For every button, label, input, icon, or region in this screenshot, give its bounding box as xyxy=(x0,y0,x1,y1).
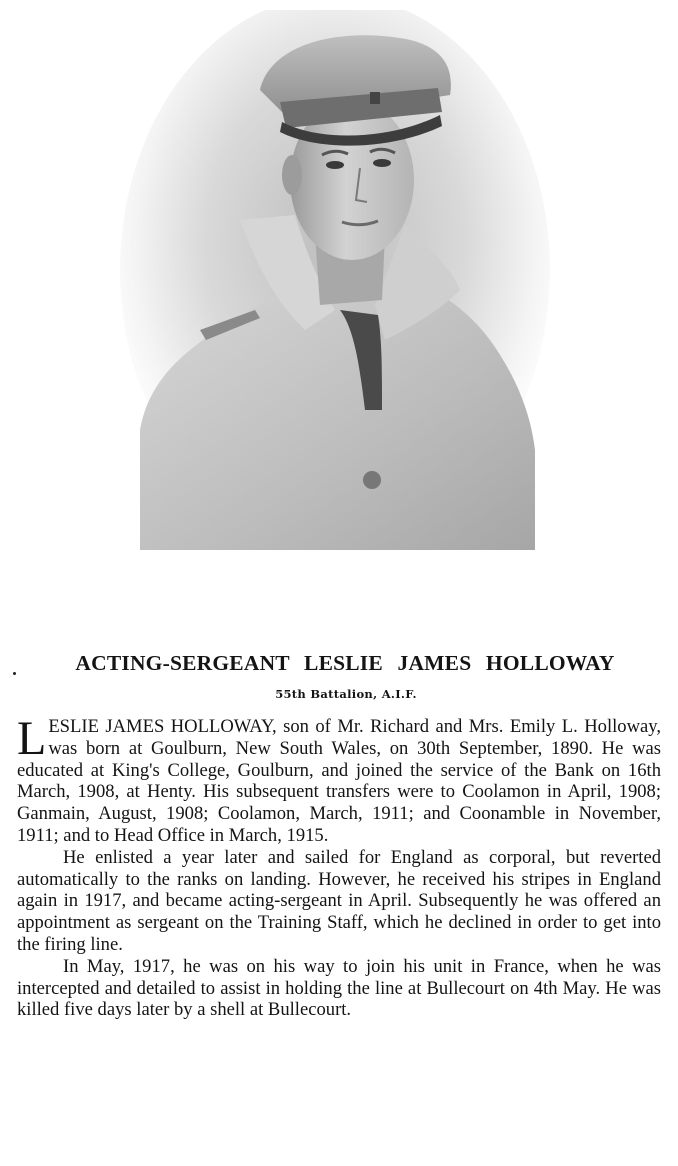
page-title: ACTING-SERGEANT LESLIE JAMES HOLLOWAY xyxy=(75,651,615,675)
biography-paragraph-2: He enlisted a year later and sailed for England as corporal, but reverted automatically to the ranks on landing. However, he received his stripes in England again in 1917, and became acting-sergeant in April. Subsequently he was offered an appointment as sergeant on the Training Staff, which he declined in order to get into the firing line. xyxy=(17,846,661,955)
biography-paragraph-1 xyxy=(17,712,661,847)
drop-cap: L xyxy=(17,712,47,765)
soldier-portrait-icon xyxy=(120,10,550,550)
biography-paragraph-3: In May, 1917, he was on his way to join his unit in France, when he was intercepted and detailed to assist in holding the line at Bullecourt on 4th May. He was killed five days later by a shell at Bullecourt. xyxy=(17,955,661,1021)
paragraph-1-text: ESLIE JAMES HOLLOWAY, son of Mr. Richard and Mrs. Emily L. Holloway, was born at Goulburn, New South Wales, on 30th September, 1890. He was educated at King's College, Goulburn, and joined the service of the Bank on 16th March, 1908, at Henty. His subsequent transfers were to Coolamon in April, 1908; Ganmain, August, 1908; Coolamon, March, 1911; and Coonamble in November, 1911; and to Head Office in March, 1915. xyxy=(17,716,661,846)
biography-text xyxy=(17,712,661,1021)
unit-subtitle: 55th Battalion, A.I.F. xyxy=(275,687,417,701)
